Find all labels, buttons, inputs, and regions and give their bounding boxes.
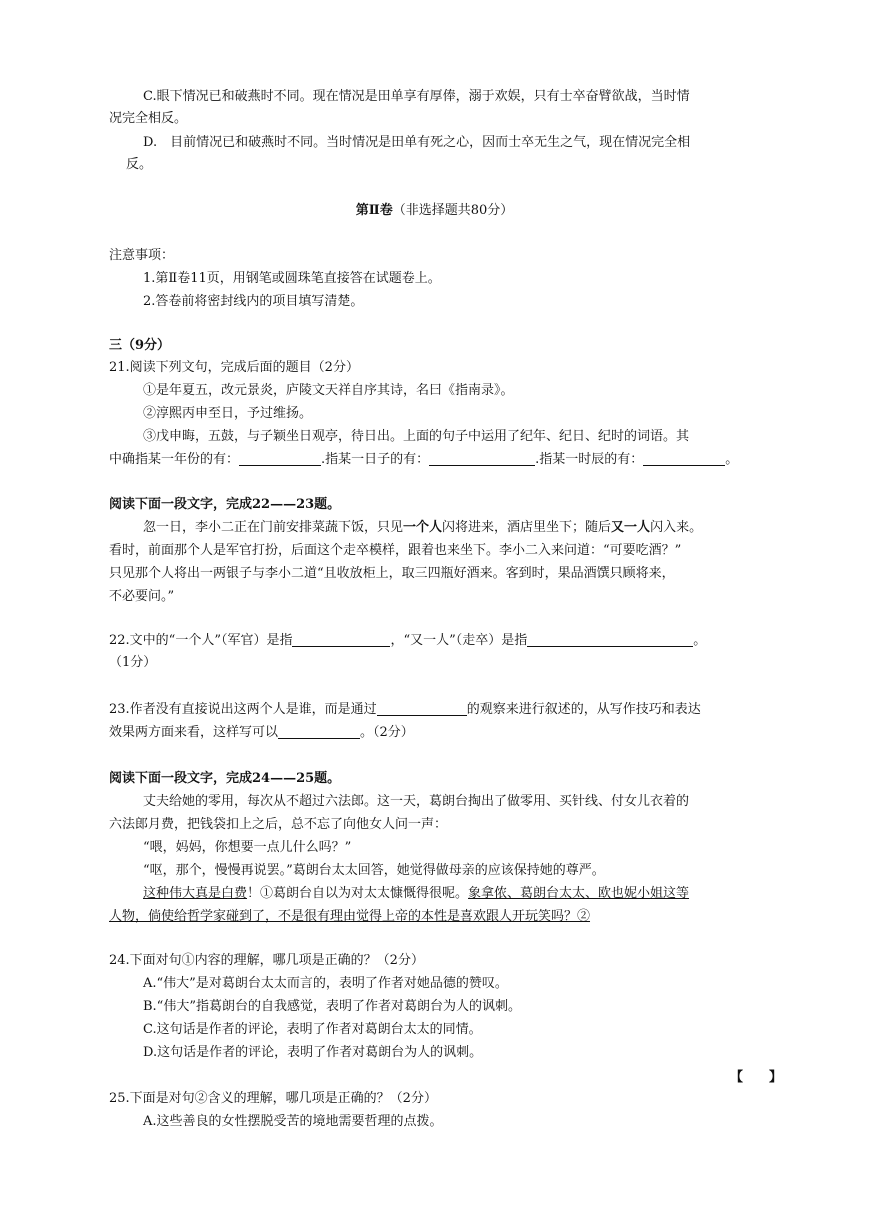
r2-underlined-phrase: 这种伟大真是白费: [143, 886, 248, 901]
q22-blank-2[interactable]: [527, 632, 693, 647]
part2-title-rest: （非选择题共80分）: [392, 203, 514, 218]
q21-year-blank[interactable]: [239, 451, 321, 466]
q24-option-d[interactable]: D.这句话是作者的评论，表明了作者对葛朗台为人的讽刺。: [143, 1045, 483, 1060]
q23-blank-2[interactable]: [278, 724, 360, 739]
reading-1-line-3: 只见那个人将出一两银子与李小二道“且收放柜上，取三四瓶好酒来。客到时，果品酒馔只顾将来，: [109, 566, 675, 581]
q21-fill-line: [109, 449, 738, 471]
notice-item-2: 2.答卷前将密封线内的项目填写清楚。: [143, 294, 364, 309]
q21-stem: 21.阅读下列文句，完成后面的题目（2分）: [109, 360, 359, 375]
reading-1-heading: 阅读下面一段文字，完成22——23题。: [109, 497, 341, 512]
q24-stem: 24.下面对句①内容的理解，哪几项是正确的？（2分）: [109, 953, 424, 968]
q24-option-c[interactable]: C.这句话是作者的评论，表明了作者对葛朗台太太的同情。: [143, 1022, 482, 1037]
q23-line-2: [109, 722, 414, 744]
section-3-heading: 三（9分）: [109, 338, 171, 353]
q21-year-label: 中确指某一年份的有：: [109, 452, 240, 467]
q23-label-c: 效果两方面来看，这样写可以: [109, 725, 279, 740]
q22-line: [109, 630, 706, 652]
q24-option-a[interactable]: A.“伟大”是对葛朗台太太而言的，表明了作者对她品德的赞叹。: [143, 976, 508, 991]
q22-label-b: ，“又一人”（走卒）是指: [390, 633, 528, 648]
r1-one-person: 一个人: [403, 520, 443, 535]
q21-hour-blank[interactable]: [643, 451, 725, 466]
reading-1-line-1: [143, 517, 702, 539]
r2-underlined-sentence-2a: 象拿侬、葛朗台太太、欧也妮小姐这等: [468, 886, 690, 901]
notice-item-1: 1.第Ⅱ卷11页，用钢笔或圆珠笔直接答在试题卷上。: [143, 271, 441, 286]
q22-score: （1分）: [109, 655, 157, 670]
r1-text-e: 闪入来。: [650, 520, 703, 535]
q21-end-mark: 。: [725, 452, 739, 467]
reading-2-line-1: 丈夫给她的零用，每次从不超过六法郎。这一天，葛朗台掏出了做零用、买针线、付女儿衣着的: [143, 794, 690, 809]
part2-title: [0, 200, 869, 222]
part2-title-bold: 第Ⅱ卷: [355, 203, 393, 218]
q20-option-d-line2: 反。: [126, 157, 153, 172]
q22-end: 。: [693, 633, 707, 648]
q21-sentence-1: ①是年夏五，改元景炎，庐陵文天祥自序其诗，名曰《指南录》。: [143, 383, 514, 398]
q20-option-d-line1: D. 目前情况已和破燕时不同。当时情况是田单有死之心，因而士卒无生之气，现在情况完全相: [143, 135, 691, 150]
q24-option-b[interactable]: B.“伟大”指葛朗台的自我感觉，表明了作者对葛朗台为人的讽刺。: [143, 999, 521, 1014]
q21-day-label: .指某一日子的有：: [321, 452, 430, 467]
reading-2-line-4: “呕，那个，慢慢再说罢。”葛朗台太太回答，她觉得做母亲的应该保持她的尊严。: [143, 863, 605, 878]
q21-sentence-3: ③戊申晦，五鼓，与子颖坐日观亭，待日出。上面的句子中运用了纪年、纪日、纪时的词语。其: [143, 429, 690, 444]
q25-option-a[interactable]: A.这些善良的女性摆脱受苦的境地需要哲理的点拨。: [143, 1114, 443, 1129]
q22-label-a: 22.文中的“一个人”（军官）是指: [109, 633, 293, 648]
q23-label-b: 的观察来进行叙述的，从写作技巧和表达: [466, 702, 701, 717]
reading-1-line-2: 看时，前面那个人是军官打扮，后面这个走卒模样，跟着也来坐下。李小二入来问道：“可要吃酒？”: [109, 543, 682, 558]
q23-blank-1[interactable]: [377, 701, 467, 716]
reading-2-line-6: 人物，倘使给哲学家碰到了，不是很有理由觉得上帝的本性是喜欢跟人开玩笑吗？②: [109, 909, 591, 924]
r2-sentence-1: ！①葛朗台自以为对太太慷慨得很呢。: [247, 886, 469, 901]
reading-2-heading: 阅读下面一段文字，完成24——25题。: [109, 771, 341, 786]
q25-stem: 25.下面是对句②含义的理解，哪几项是正确的？（2分）: [109, 1091, 437, 1106]
r1-text-c: 闪将进来，酒店里坐下；随后: [442, 520, 612, 535]
reading-2-line-5: [143, 883, 689, 905]
q23-score: 。（2分）: [360, 725, 414, 740]
q21-day-blank[interactable]: [429, 451, 535, 466]
notice-heading: 注意事项：: [109, 248, 175, 263]
q23-line-1: [109, 699, 701, 721]
reading-1-line-4: 不必要问。”: [109, 589, 175, 604]
reading-2-line-2: 六法郎月费，把钱袋扣上之后，总不忘了向他女人问一声：: [109, 817, 448, 832]
q20-option-c-line1: C.眼下情况已和破燕时不同。现在情况是田单享有厚俸，溺于欢娱，只有士卒奋臂欲战，当时情: [143, 89, 690, 104]
q21-sentence-2: ②淳熙丙申至日，予过维扬。: [143, 406, 313, 421]
q23-label-a: 23.作者没有直接说出这两个人是谁，而是通过: [109, 702, 377, 717]
r1-text-a: 忽一日，李小二正在门前安排菜蔬下饭，只见: [143, 520, 404, 535]
q20-option-c-line2: 况完全相反。: [109, 111, 188, 126]
reading-2-line-3: “喂，妈妈，你想要一点儿什么吗？”: [143, 840, 352, 855]
q21-hour-label: .指某一时辰的有：: [535, 452, 644, 467]
q24-answer-bracket[interactable]: 【 】: [730, 1070, 783, 1085]
q22-blank-1[interactable]: [292, 632, 390, 647]
r1-another-person: 又一人: [611, 520, 651, 535]
